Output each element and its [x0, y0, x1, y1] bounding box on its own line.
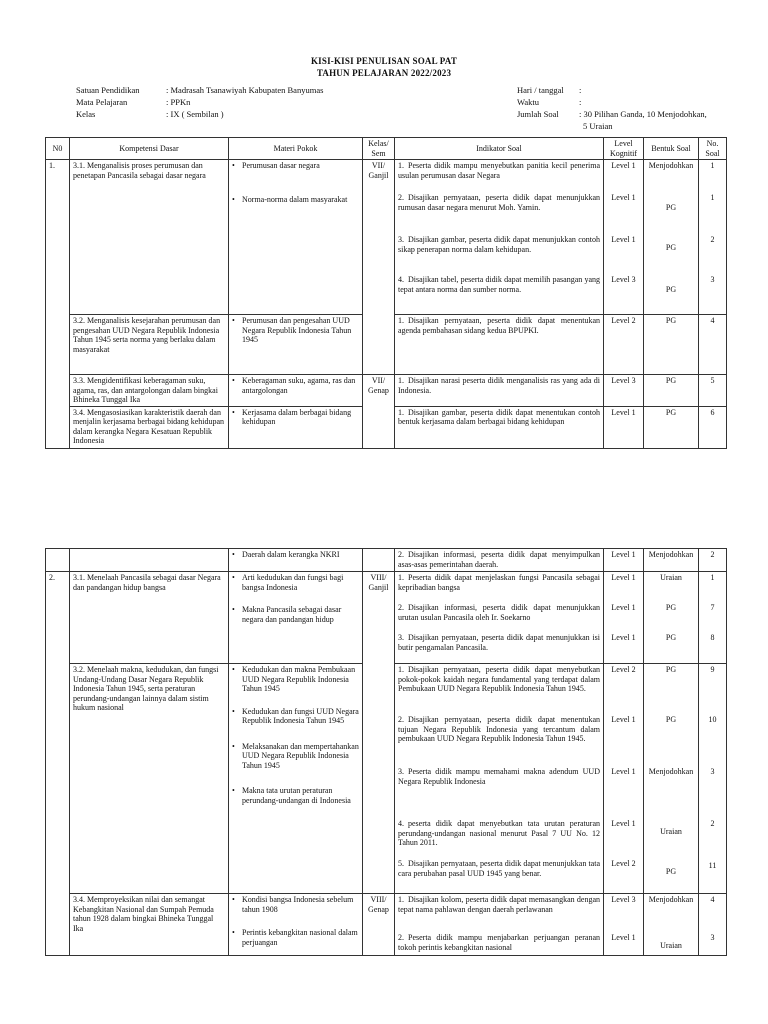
level-value: Level 3 [611, 275, 636, 284]
row-number [46, 549, 70, 572]
indikator-text: Disajikan gambar, peserta didik dapat menentukan contoh bentuk kerjasama dalam berbagai bidang kehidupan [398, 407, 600, 426]
materi-cell [229, 375, 363, 407]
indikator-item [398, 767, 600, 819]
bentuk-cell: PG [644, 375, 699, 407]
kd-cell [70, 549, 229, 572]
item-number: 1. [398, 316, 404, 325]
info-row [76, 84, 323, 96]
indikator-item [398, 819, 600, 859]
item-number: 1. [398, 407, 404, 417]
item-number: 1. [398, 895, 404, 904]
level-value: Level 1 [611, 933, 636, 942]
indikator-cell [395, 664, 604, 894]
indikator-cell [395, 894, 604, 956]
info-label [517, 120, 583, 132]
nosoal-cell: 5 [699, 375, 727, 407]
kisi-kisi-table-2 [45, 548, 727, 956]
nosoal-cell [699, 894, 727, 956]
indikator-text: Peserta didik dapat menjelaskan fungsi Pancasila sebagai kepribadian bangsa [398, 573, 600, 592]
indikator-text: peserta didik dapat menyebutkan tata urutan peraturan perundang-undangan nasional menurut Pasal 7 UU No. 12 Tahun 2011. [398, 819, 600, 847]
indikator-text: Disajikan informasi, peserta didik dapat menyimpulkan asas-asas pemerintahan daerah. [398, 550, 600, 569]
indikator-item [398, 603, 600, 633]
indikator-text: Disajikan narasi peserta didik menganalisis ras yang ada di Indonesia. [398, 376, 600, 395]
bentuk-value: Menjodohkan [648, 767, 694, 776]
info-right [517, 84, 707, 132]
bentuk-value: PG [665, 665, 677, 674]
item-number: 2. [398, 193, 404, 202]
indikator-text: Disajikan pernyataan, peserta didik dapat menunjukkan tata cara perubahan pasal UUD 1945 yang benar. [398, 859, 600, 878]
header-kd: Kompetensi Dasar [70, 138, 229, 160]
nosoal-cell: 4 [699, 315, 727, 375]
header-level: Level Kognitif [604, 138, 644, 160]
level-cell: Level 1 [604, 406, 644, 448]
nosoal-value: 10 [708, 715, 717, 724]
indikator-item [398, 665, 600, 715]
nosoal-value: 3 [710, 275, 715, 284]
header-materi: Materi Pokok [229, 138, 363, 160]
indikator-cell [395, 375, 604, 407]
materi-cell [229, 894, 363, 956]
info-row [517, 108, 707, 120]
indikator-item [398, 715, 600, 767]
nosoal-value: 7 [710, 603, 715, 612]
info-value: : PPKn [166, 97, 191, 107]
materi-item: • Makna Pancasila sebagai dasar negara dan pandangan hidup [232, 605, 359, 624]
materi-item: • Perintis kebangkitan nasional dalam perjuangan [232, 928, 359, 947]
item-number: 4. [398, 819, 404, 828]
indikator-text: Disajikan kolom, peserta didik dapat memasangkan dengan tepat nama pahlawan dengan daerah perlawanan [398, 895, 600, 914]
level-value: Level 3 [611, 895, 636, 904]
materi-cell [229, 549, 363, 572]
table-row [46, 549, 727, 572]
info-row [76, 96, 323, 108]
indikator-item [398, 193, 600, 235]
item-number: 5. [398, 859, 404, 868]
nosoal-value: 1 [710, 573, 715, 582]
nosoal-value: 4 [710, 895, 715, 904]
kd-cell: 3.1. Menelaah Pancasila sebagai dasar Negara dan pandangan hidup bangsa [70, 572, 229, 664]
level-cell [604, 664, 644, 894]
materi-item: • Perumusan dan pengesahan UUD Negara Republik Indonesia Tahun 1945 [232, 316, 359, 345]
indikator-text: Disajikan pernyataan, peserta didik dapat menentukan agenda pembahasan sidang kedua BPUPKI. [398, 316, 600, 335]
item-number: 2. [398, 603, 404, 612]
item-number: 2. [398, 715, 404, 724]
level-cell: Level 2 [604, 315, 644, 375]
indikator-text: Disajikan pernyataan, peserta didik dapat menunjukkan isi butir pengamalan Pancasila. [398, 633, 600, 652]
kd-cell: 3.4. Mengasosiasikan karakteristik daerah dan menjalin kerjasama berbagai bidang kehidupan dalam kerangka Negara Kesatuan Republik Indonesia [70, 406, 229, 448]
nosoal-value: 9 [710, 665, 715, 674]
nosoal-value: 3 [710, 933, 715, 942]
bentuk-value: Menjodohkan [648, 161, 694, 170]
bentuk-value: Uraian [660, 941, 682, 950]
kelas-cell [363, 549, 395, 572]
kelas-cell: VII/ Ganjil [363, 160, 395, 375]
indikator-item [398, 573, 600, 603]
bentuk-value: PG [665, 203, 677, 212]
materi-cell [229, 572, 363, 664]
materi-item: • Kedudukan dan makna Pembukaan UUD Negara Republik Indonesia Tahun 1945 [232, 665, 359, 694]
nosoal-cell [699, 664, 727, 894]
kelas-cell: VII/ Genap [363, 375, 395, 449]
indikator-cell [395, 406, 604, 448]
info-label: Kelas [76, 109, 96, 119]
level-value: Level 1 [611, 603, 636, 612]
indikator-text: Disajikan informasi, peserta didik dapat menunjukkan urutan usulan Pancasila oleh Ir. Soekarno [398, 603, 600, 622]
item-number: 3. [398, 235, 404, 244]
item-number: 1. [398, 161, 404, 170]
item-number: 4. [398, 275, 404, 284]
bentuk-value: Uraian [660, 573, 682, 582]
kelas-cell: VIII/ Genap [363, 894, 395, 956]
header-indikator: Indikator Soal [395, 138, 604, 160]
indikator-text: Disajikan tabel, peserta didik dapat memilih pasangan yang tepat antara norma dan sumber norma. [398, 275, 600, 294]
kelas-cell: VIII/ Ganjil [363, 572, 395, 894]
bentuk-value: PG [665, 243, 677, 252]
bentuk-value: PG [665, 285, 677, 294]
materi-item: • Perumusan dasar negara [232, 161, 359, 171]
level-cell [604, 894, 644, 956]
indikator-item [398, 933, 600, 952]
kisi-kisi-table-1 [45, 137, 727, 449]
header-row [46, 138, 727, 160]
bentuk-cell [644, 572, 699, 664]
bentuk-value: PG [665, 633, 677, 642]
info-row [517, 96, 707, 108]
bentuk-value: PG [665, 867, 677, 876]
item-number: 1. [398, 376, 404, 385]
indikator-text: Disajikan pernyataan, peserta didik dapat menentukan tujuan Negara Republik Indonesia yang tercantum dalam pembukaan UUD Negara Republik Indonesia Tahun 1945. [398, 715, 600, 743]
nosoal-value: 2 [710, 235, 715, 244]
info-label: Waktu [517, 97, 539, 107]
table-row [46, 572, 727, 664]
materi-cell [229, 664, 363, 894]
info-left [76, 84, 323, 120]
indikator-cell [395, 315, 604, 375]
table-row [46, 160, 727, 315]
info-label: Hari / tanggal [517, 85, 564, 95]
materi-item: • Kedudukan dan fungsi UUD Negara Republik Indonesia Tahun 1945 [232, 707, 359, 726]
kd-cell: 3.2. Menelaah makna, kedudukan, dan fungsi Undang-Undang Dasar Negara Republik Indonesia Tahun 1945, serta peraturan perundang-undangan lainnya dalam sistim hukum nasional [70, 664, 229, 894]
bentuk-cell [644, 160, 699, 315]
indikator-text: Disajikan pernyataan, peserta didik dapat menyebutkan pokok-pokok kaidah negara fundamental yang terdapat dalam Pembukaan UUD Negara Republik Indonesia Tahun 1945. [398, 665, 600, 693]
materi-cell [229, 406, 363, 448]
info-row [76, 108, 323, 120]
indikator-item [398, 633, 600, 652]
level-cell [604, 572, 644, 664]
materi-item: • Keberagaman suku, agama, ras dan antargolongan [232, 376, 359, 395]
nosoal-value: 8 [710, 633, 715, 642]
info-row [517, 84, 707, 96]
info-value: : [579, 97, 582, 107]
kd-cell: 3.4. Memproyeksikan nilai dan semangat Kebangkitan Nasional dan Sumpah Pemuda tahun 1928 dalam bingkai Bhineka Tunggal Ika [70, 894, 229, 956]
bentuk-value: Menjodohkan [648, 895, 694, 904]
kd-cell: 3.2. Menganalisis kesejarahan perumusan dan pengesahan UUD Negara Republik Indonesia Tahun 1945 serta norma yang berlaku dalam masyarakat [70, 315, 229, 375]
nosoal-cell: 6 [699, 406, 727, 448]
item-number: 3. [398, 767, 404, 776]
materi-cell [229, 315, 363, 375]
info-value: : IX ( Sembilan ) [166, 109, 224, 119]
bentuk-value: Uraian [660, 827, 682, 836]
materi-item: • Kondisi bangsa Indonesia sebelum tahun 1908 [232, 895, 359, 914]
bentuk-cell: PG [644, 406, 699, 448]
kd-cell: 3.3. Mengidentifikasi keberagaman suku, agama, ras, dan antargolongan dalam bingkai Bhineka Tunggal Ika [70, 375, 229, 407]
indikator-item [398, 161, 600, 193]
table-row [46, 894, 727, 956]
item-number: 2. [398, 933, 404, 942]
materi-item: • Norma-norma dalam masyarakat [232, 195, 359, 205]
level-value: Level 1 [611, 235, 636, 244]
materi-cell [229, 160, 363, 315]
bentuk-cell: PG [644, 315, 699, 375]
indikator-text: Disajikan gambar, peserta didik dapat menunjukkan contoh sikap penerapan norma dalam kehidupan. [398, 235, 600, 254]
level-value: Level 1 [611, 819, 636, 828]
level-value: Level 1 [611, 767, 636, 776]
document-subtitle: TAHUN PELAJARAN 2022/2023 [316, 68, 452, 78]
level-cell: Level 1 [604, 549, 644, 572]
table-row [46, 375, 727, 407]
indikator-text: Disajikan pernyataan, peserta didik dapat menunjukkan rumusan dasar negara menurut Moh. Yamin. [398, 193, 600, 212]
nosoal-cell: 2 [699, 549, 727, 572]
level-value: Level 2 [611, 859, 636, 868]
info-value: 5 Uraian [583, 121, 613, 131]
nosoal-value: 1 [710, 161, 715, 170]
indikator-text: Peserta didik mampu menyebutkan panitia kecil penerima usulan perumusan dasar Negara [398, 161, 600, 180]
bentuk-value: PG [665, 715, 677, 724]
info-value: : Madrasah Tsanawiyah Kabupaten Banyumas [166, 85, 324, 95]
indikator-text: Peserta didik mampu menjabarkan perjuangan peranan tokoh perintis kebangkitan nasional [398, 933, 600, 952]
item-number: 2. [398, 550, 404, 559]
bentuk-cell [644, 894, 699, 956]
info-label: Jumlah Soal [517, 109, 559, 119]
nosoal-cell [699, 160, 727, 315]
bentuk-value: PG [665, 603, 677, 612]
level-value: Level 1 [611, 715, 636, 724]
nosoal-value: 3 [710, 767, 715, 776]
info-value: : [579, 85, 582, 95]
bentuk-cell: Menjodohkan [644, 549, 699, 572]
nosoal-cell [699, 572, 727, 664]
info-value: : 30 Pilihan Ganda, 10 Menjodohkan, [579, 109, 707, 119]
item-number: 1. [398, 665, 404, 674]
document-title: KISI-KISI PENULISAN SOAL PAT [310, 56, 458, 66]
level-cell: Level 3 [604, 375, 644, 407]
indikator-text: Peserta didik mampu memahami makna adendum UUD Negara Republik Indonesia [398, 767, 600, 786]
header-nosoal: No. Soal [699, 138, 727, 160]
nosoal-value: 1 [710, 193, 715, 202]
header-kelas: Kelas/ Sem [363, 138, 395, 160]
nosoal-value: 11 [708, 861, 717, 870]
header-bentuk: Bentuk Soal [644, 138, 699, 160]
indikator-item [398, 859, 600, 878]
nosoal-value: 2 [710, 819, 715, 828]
level-value: Level 1 [611, 161, 636, 170]
indikator-item [398, 895, 600, 933]
indikator-cell [395, 572, 604, 664]
item-number: 1. [398, 573, 404, 582]
header-no: N0 [46, 138, 70, 160]
indikator-item [398, 235, 600, 275]
info-row [517, 120, 707, 132]
item-number: 3. [398, 633, 404, 642]
bentuk-cell [644, 664, 699, 894]
level-value: Level 1 [611, 633, 636, 642]
indikator-cell [395, 549, 604, 572]
materi-item: • Kerjasama dalam berbagai bidang kehidupan [232, 408, 359, 427]
materi-item: • Makna tata urutan peraturan perundang-undangan di Indonesia [232, 786, 359, 805]
info-label: Mata Pelajaran [76, 97, 128, 107]
level-value: Level 2 [611, 665, 636, 674]
indikator-cell [395, 160, 604, 315]
materi-item: • Melaksanakan dan mempertahankan UUD Negara Republik Indonesia Tahun 1945 [232, 742, 359, 771]
materi-item: • Daerah dalam kerangka NKRI [232, 550, 359, 560]
row-number: 2. [46, 572, 70, 956]
level-value: Level 1 [611, 193, 636, 202]
materi-item: • Arti kedudukan dan fungsi bagi bangsa Indonesia [232, 573, 359, 592]
kd-cell: 3.1. Menganalisis proses perumusan dan penetapan Pancasila sebagai dasar negara [70, 160, 229, 315]
level-cell [604, 160, 644, 315]
info-label: Satuan Pendidikan [76, 85, 140, 95]
level-value: Level 1 [611, 573, 636, 582]
row-number: 1. [46, 160, 70, 449]
indikator-item [398, 275, 600, 294]
